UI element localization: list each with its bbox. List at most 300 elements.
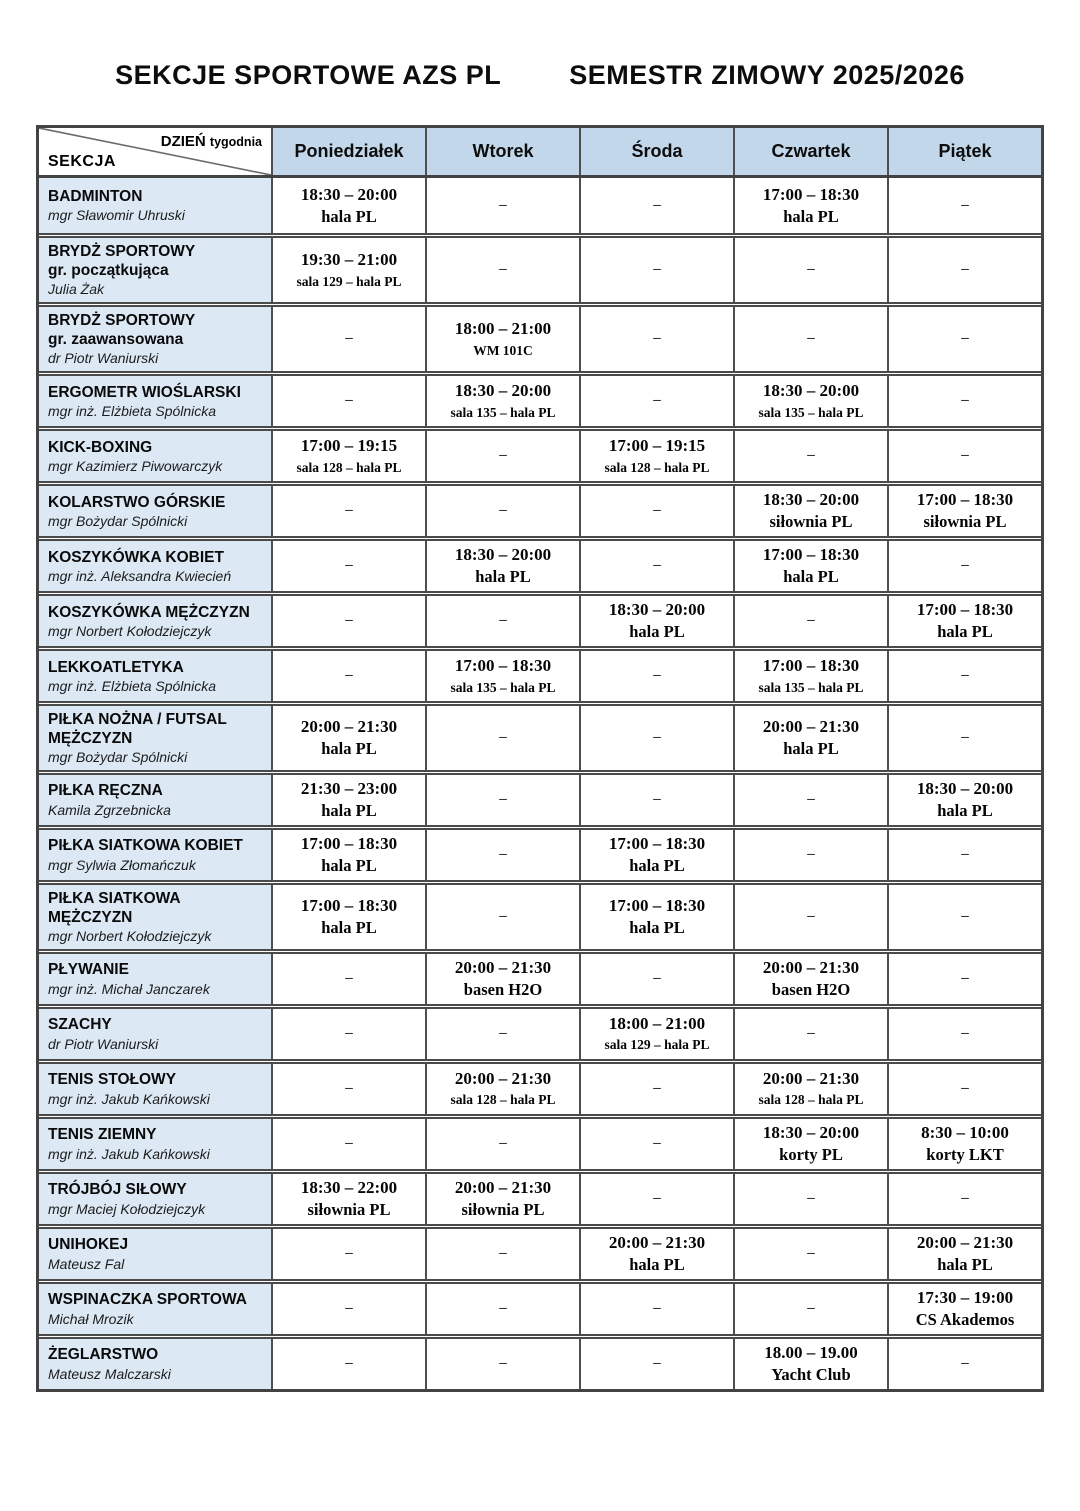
schedule-cell bbox=[733, 1339, 887, 1389]
empty-cell-dash: – bbox=[345, 1025, 353, 1042]
empty-schedule-cell bbox=[887, 1009, 1041, 1059]
schedule-place: hala PL bbox=[321, 855, 377, 875]
empty-schedule-cell bbox=[733, 885, 887, 949]
schedule-time: 17:00 – 19:15 bbox=[300, 435, 398, 455]
empty-cell-dash: – bbox=[653, 197, 661, 213]
section-cell bbox=[39, 307, 271, 371]
section-cell bbox=[39, 486, 271, 536]
schedule-cell bbox=[579, 1009, 733, 1059]
schedule-cell bbox=[733, 486, 887, 536]
schedule-place: basen H2O bbox=[771, 979, 851, 999]
schedule-time: 20:00 – 21:30 bbox=[762, 957, 860, 977]
schedule-place: hala PL bbox=[629, 917, 685, 937]
empty-cell-dash: – bbox=[653, 1355, 661, 1372]
empty-cell-dash: – bbox=[345, 392, 353, 409]
empty-schedule-cell bbox=[425, 1229, 579, 1279]
empty-cell-dash: – bbox=[807, 791, 815, 808]
day-header-monday: Poniedziałek bbox=[271, 128, 425, 175]
section-name: PŁYWANIE bbox=[48, 961, 129, 979]
table-row bbox=[39, 302, 1041, 371]
empty-schedule-cell bbox=[887, 1339, 1041, 1389]
schedule-time: 18:30 – 22:00 bbox=[300, 1177, 398, 1197]
empty-schedule-cell bbox=[425, 775, 579, 825]
schedule-cell bbox=[733, 706, 887, 770]
schedule-place: sala 128 – hala PL bbox=[296, 459, 402, 475]
section-cell bbox=[39, 1229, 271, 1279]
empty-cell-dash: – bbox=[499, 261, 507, 278]
schedule-cell bbox=[887, 596, 1041, 646]
empty-schedule-cell bbox=[887, 238, 1041, 302]
table-row bbox=[39, 481, 1041, 536]
schedule-place: sala 128 – hala PL bbox=[604, 459, 710, 475]
instructor-name: dr Piotr Waniurski bbox=[48, 1035, 159, 1052]
empty-cell-dash: – bbox=[499, 1245, 507, 1262]
day-header-thursday: Czwartek bbox=[733, 128, 887, 175]
empty-cell-dash: – bbox=[345, 1135, 353, 1152]
empty-cell-dash: – bbox=[961, 197, 969, 213]
schedule-cell bbox=[271, 775, 425, 825]
empty-schedule-cell bbox=[425, 1119, 579, 1169]
empty-schedule-cell bbox=[579, 376, 733, 426]
empty-schedule-cell bbox=[271, 1119, 425, 1169]
empty-schedule-cell bbox=[579, 486, 733, 536]
schedule-time: 20:00 – 21:30 bbox=[454, 957, 552, 977]
empty-schedule-cell bbox=[733, 1229, 887, 1279]
schedule-time: 17:00 – 18:30 bbox=[762, 184, 860, 204]
section-name: gr. początkująca bbox=[48, 262, 169, 280]
empty-schedule-cell bbox=[579, 1284, 733, 1334]
schedule-place: sala 128 – hala PL bbox=[758, 1092, 864, 1108]
timetable-header-row bbox=[39, 128, 1041, 175]
empty-schedule-cell bbox=[425, 706, 579, 770]
empty-cell-dash: – bbox=[499, 447, 507, 464]
empty-schedule-cell bbox=[733, 431, 887, 481]
schedule-time: 17:00 – 18:30 bbox=[608, 834, 706, 854]
section-name: UNIHOKEJ bbox=[48, 1236, 129, 1254]
schedule-cell bbox=[579, 830, 733, 880]
section-name: PIŁKA RĘCZNA bbox=[48, 782, 163, 800]
schedule-place: hala PL bbox=[783, 206, 839, 226]
empty-schedule-cell bbox=[887, 954, 1041, 1004]
page-title bbox=[0, 60, 1080, 91]
empty-cell-dash: – bbox=[499, 908, 507, 925]
empty-cell-dash: – bbox=[499, 502, 507, 519]
schedule-cell bbox=[425, 1064, 579, 1114]
empty-cell-dash: – bbox=[653, 502, 661, 519]
empty-cell-dash: – bbox=[499, 1025, 507, 1042]
schedule-time: 18:30 – 20:00 bbox=[762, 1122, 860, 1142]
corner-day-sublabel: tygodnia bbox=[209, 135, 262, 149]
empty-cell-dash: – bbox=[961, 970, 969, 987]
instructor-name: mgr Sylwia Złomańczuk bbox=[48, 856, 196, 873]
section-name: KICK-BOXING bbox=[48, 438, 153, 456]
schedule-cell bbox=[271, 178, 425, 233]
day-header-wednesday: Środa bbox=[579, 128, 733, 175]
schedule-cell bbox=[733, 651, 887, 701]
timetable bbox=[36, 125, 1044, 1392]
empty-schedule-cell bbox=[733, 1284, 887, 1334]
section-name: PIŁKA SIATKOWA MĘŻCZYZN bbox=[48, 889, 181, 927]
empty-cell-dash: – bbox=[961, 1080, 969, 1097]
empty-schedule-cell bbox=[425, 830, 579, 880]
empty-schedule-cell bbox=[425, 885, 579, 949]
empty-schedule-cell bbox=[425, 596, 579, 646]
schedule-time: 17:00 – 18:30 bbox=[300, 896, 398, 915]
schedule-cell bbox=[887, 1229, 1041, 1279]
section-name: BRYDŻ SPORTOWY bbox=[48, 243, 196, 260]
schedule-cell bbox=[425, 307, 579, 371]
schedule-time: 18:30 – 20:00 bbox=[454, 380, 552, 400]
page-title-right: SEMESTR ZIMOWY 2025/2026 bbox=[569, 60, 965, 90]
section-name: BRYDŻ SPORTOWY bbox=[48, 311, 196, 329]
empty-schedule-cell bbox=[271, 954, 425, 1004]
schedule-time: 20:00 – 21:30 bbox=[300, 717, 398, 737]
schedule-place: korty LKT bbox=[926, 1144, 1004, 1164]
section-name: BADMINTON bbox=[48, 188, 143, 206]
table-row bbox=[39, 825, 1041, 880]
empty-schedule-cell bbox=[579, 775, 733, 825]
schedule-place: Yacht Club bbox=[771, 1364, 851, 1384]
instructor-name: mgr Norbert Kołodziejczyk bbox=[48, 928, 212, 945]
empty-schedule-cell bbox=[887, 541, 1041, 591]
empty-schedule-cell bbox=[887, 178, 1041, 233]
schedule-cell bbox=[579, 431, 733, 481]
schedule-place: sala 129 – hala PL bbox=[604, 1037, 710, 1053]
empty-cell-dash: – bbox=[961, 261, 969, 278]
table-row bbox=[39, 701, 1041, 770]
section-cell bbox=[39, 1174, 271, 1224]
section-cell bbox=[39, 1009, 271, 1059]
schedule-place: korty PL bbox=[779, 1144, 843, 1164]
empty-cell-dash: – bbox=[961, 667, 969, 684]
empty-schedule-cell bbox=[425, 238, 579, 302]
schedule-time: 20:00 – 21:30 bbox=[916, 1232, 1014, 1252]
table-row bbox=[39, 536, 1041, 591]
section-cell bbox=[39, 238, 271, 302]
empty-schedule-cell bbox=[579, 651, 733, 701]
instructor-name: mgr inż. Jakub Kańkowski bbox=[48, 1145, 210, 1162]
instructor-name: mgr inż. Aleksandra Kwiecień bbox=[48, 567, 232, 584]
schedule-time: 20:00 – 21:30 bbox=[762, 717, 860, 737]
schedule-place: hala PL bbox=[321, 917, 377, 937]
empty-schedule-cell bbox=[579, 307, 733, 371]
table-row bbox=[39, 1004, 1041, 1059]
instructor-name: mgr inż. Elżbieta Spólnicka bbox=[48, 402, 217, 419]
schedule-time: 17:30 – 19:00 bbox=[916, 1287, 1014, 1307]
empty-schedule-cell bbox=[887, 885, 1041, 949]
empty-cell-dash: – bbox=[499, 729, 507, 746]
schedule-time: 18:30 – 20:00 bbox=[608, 600, 706, 620]
empty-cell-dash: – bbox=[961, 447, 969, 464]
section-name: LEKKOATLETYKA bbox=[48, 658, 184, 676]
table-row bbox=[39, 949, 1041, 1004]
empty-cell-dash: – bbox=[499, 197, 507, 213]
instructor-name: Julia Żak bbox=[48, 281, 105, 298]
empty-cell-dash: – bbox=[499, 846, 507, 863]
empty-schedule-cell bbox=[271, 1009, 425, 1059]
section-cell bbox=[39, 596, 271, 646]
section-name: SZACHY bbox=[48, 1016, 112, 1034]
schedule-time: 18:30 – 20:00 bbox=[454, 545, 552, 565]
table-row bbox=[39, 426, 1041, 481]
corner-day-label: DZIEŃ tygodnia bbox=[160, 133, 262, 150]
empty-schedule-cell bbox=[733, 830, 887, 880]
empty-cell-dash: – bbox=[961, 557, 969, 574]
instructor-name: Mateusz Fal bbox=[48, 1255, 125, 1272]
empty-schedule-cell bbox=[579, 1064, 733, 1114]
section-name: KOLARSTWO GÓRSKIE bbox=[48, 493, 226, 511]
schedule-cell bbox=[733, 178, 887, 233]
section-name: PIŁKA NOŻNA / FUTSAL bbox=[48, 710, 227, 728]
schedule-cell bbox=[733, 1064, 887, 1114]
page-title-left: SEKCJE SPORTOWE AZS PL bbox=[115, 60, 502, 90]
empty-cell-dash: – bbox=[499, 1300, 507, 1317]
schedule-place: basen H2O bbox=[463, 979, 543, 999]
empty-cell-dash: – bbox=[807, 1025, 815, 1042]
section-name: TRÓJBÓJ SIŁOWY bbox=[48, 1181, 187, 1199]
empty-schedule-cell bbox=[271, 1064, 425, 1114]
schedule-time: 20:00 – 21:30 bbox=[454, 1068, 552, 1088]
schedule-cell bbox=[271, 431, 425, 481]
schedule-cell bbox=[425, 541, 579, 591]
empty-cell-dash: – bbox=[807, 1190, 815, 1207]
schedule-place: hala PL bbox=[783, 567, 839, 587]
empty-schedule-cell bbox=[887, 830, 1041, 880]
schedule-place: hala PL bbox=[321, 800, 377, 820]
schedule-time: 17:00 – 18:30 bbox=[916, 600, 1014, 620]
instructor-name: mgr Sławomir Uhruski bbox=[48, 207, 185, 224]
schedule-time: 18:30 – 20:00 bbox=[762, 380, 860, 400]
section-name: KOSZYKÓWKA KOBIET bbox=[48, 548, 224, 566]
empty-schedule-cell bbox=[887, 1174, 1041, 1224]
schedule-cell bbox=[425, 954, 579, 1004]
empty-schedule-cell bbox=[271, 376, 425, 426]
section-cell bbox=[39, 954, 271, 1004]
schedule-time: 8:30 – 10:00 bbox=[921, 1122, 1009, 1142]
empty-schedule-cell bbox=[271, 541, 425, 591]
schedule-place: hala PL bbox=[937, 1254, 993, 1274]
empty-schedule-cell bbox=[579, 541, 733, 591]
empty-schedule-cell bbox=[887, 706, 1041, 770]
empty-cell-dash: – bbox=[653, 729, 661, 746]
empty-cell-dash: – bbox=[961, 908, 969, 925]
empty-cell-dash: – bbox=[961, 1355, 969, 1372]
empty-cell-dash: – bbox=[807, 612, 815, 629]
empty-cell-dash: – bbox=[345, 970, 353, 987]
section-name: gr. zaawansowana bbox=[48, 331, 184, 349]
table-row bbox=[39, 1169, 1041, 1224]
section-cell bbox=[39, 830, 271, 880]
section-cell bbox=[39, 541, 271, 591]
schedule-cell bbox=[579, 885, 733, 949]
section-name: TENIS STOŁOWY bbox=[48, 1071, 177, 1089]
empty-schedule-cell bbox=[425, 431, 579, 481]
schedule-cell bbox=[733, 376, 887, 426]
table-row bbox=[39, 1224, 1041, 1279]
table-row bbox=[39, 1279, 1041, 1334]
empty-cell-dash: – bbox=[653, 330, 661, 347]
table-row bbox=[39, 371, 1041, 426]
empty-cell-dash: – bbox=[807, 908, 815, 925]
instructor-name: Kamila Zgrzebnicka bbox=[48, 801, 171, 818]
empty-schedule-cell bbox=[271, 307, 425, 371]
section-name: WSPINACZKA SPORTOWA bbox=[48, 1291, 247, 1309]
empty-schedule-cell bbox=[887, 307, 1041, 371]
instructor-name: mgr Kazimierz Piwowarczyk bbox=[48, 457, 223, 474]
empty-cell-dash: – bbox=[345, 667, 353, 684]
schedule-cell bbox=[271, 1174, 425, 1224]
empty-schedule-cell bbox=[887, 376, 1041, 426]
section-cell bbox=[39, 885, 271, 949]
schedule-cell bbox=[425, 651, 579, 701]
empty-schedule-cell bbox=[887, 651, 1041, 701]
empty-cell-dash: – bbox=[807, 330, 815, 347]
empty-schedule-cell bbox=[579, 178, 733, 233]
schedule-time: 17:00 – 18:30 bbox=[916, 490, 1014, 510]
schedule-time: 17:00 – 18:30 bbox=[762, 545, 860, 565]
schedule-cell bbox=[887, 1284, 1041, 1334]
section-cell bbox=[39, 178, 271, 233]
timetable-body bbox=[39, 175, 1041, 1389]
empty-schedule-cell bbox=[271, 596, 425, 646]
empty-cell-dash: – bbox=[499, 1135, 507, 1152]
table-row bbox=[39, 1059, 1041, 1114]
empty-cell-dash: – bbox=[653, 667, 661, 684]
empty-cell-dash: – bbox=[807, 846, 815, 863]
empty-cell-dash: – bbox=[345, 557, 353, 574]
empty-schedule-cell bbox=[733, 238, 887, 302]
empty-cell-dash: – bbox=[961, 846, 969, 863]
schedule-time: 18.00 – 19.00 bbox=[764, 1342, 858, 1362]
section-cell bbox=[39, 651, 271, 701]
section-name: PIŁKA SIATKOWA KOBIET bbox=[48, 837, 243, 855]
empty-cell-dash: – bbox=[961, 1190, 969, 1207]
empty-cell-dash: – bbox=[961, 392, 969, 409]
instructor-name: mgr Bożydar Spólnicki bbox=[48, 512, 188, 529]
empty-cell-dash: – bbox=[653, 392, 661, 409]
day-header-friday: Piątek bbox=[887, 128, 1041, 175]
table-row bbox=[39, 646, 1041, 701]
schedule-place: CS Akademos bbox=[915, 1309, 1015, 1329]
section-cell bbox=[39, 1284, 271, 1334]
section-cell bbox=[39, 1119, 271, 1169]
schedule-cell bbox=[733, 541, 887, 591]
empty-cell-dash: – bbox=[345, 1300, 353, 1317]
instructor-name: mgr Maciej Kołodziejczyk bbox=[48, 1200, 206, 1217]
schedule-place: sala 135 – hala PL bbox=[450, 679, 556, 695]
schedule-place: hala PL bbox=[783, 739, 839, 758]
empty-schedule-cell bbox=[579, 954, 733, 1004]
schedule-cell bbox=[271, 830, 425, 880]
schedule-place: hala PL bbox=[937, 622, 993, 642]
schedule-time: 17:00 – 19:15 bbox=[608, 435, 706, 455]
section-cell bbox=[39, 706, 271, 770]
schedule-place: siłownia PL bbox=[769, 512, 853, 532]
empty-schedule-cell bbox=[271, 651, 425, 701]
corner-cell bbox=[39, 128, 271, 175]
schedule-time: 17:00 – 18:30 bbox=[454, 655, 552, 675]
schedule-time: 18:00 – 21:00 bbox=[608, 1013, 706, 1033]
schedule-cell bbox=[887, 775, 1041, 825]
instructor-name: mgr Norbert Kołodziejczyk bbox=[48, 622, 212, 639]
instructor-name: Michał Mrozik bbox=[48, 1310, 134, 1327]
empty-schedule-cell bbox=[733, 307, 887, 371]
empty-cell-dash: – bbox=[653, 1135, 661, 1152]
empty-schedule-cell bbox=[887, 431, 1041, 481]
day-header-tuesday: Wtorek bbox=[425, 128, 579, 175]
instructor-name: Mateusz Malczarski bbox=[48, 1365, 171, 1382]
section-name: KOSZYKÓWKA MĘŻCZYZN bbox=[48, 603, 250, 621]
schedule-cell bbox=[425, 1174, 579, 1224]
empty-schedule-cell bbox=[733, 596, 887, 646]
schedule-time: 20:00 – 21:30 bbox=[608, 1232, 706, 1252]
section-cell bbox=[39, 376, 271, 426]
empty-schedule-cell bbox=[579, 706, 733, 770]
schedule-time: 21:30 – 23:00 bbox=[300, 779, 398, 799]
schedule-cell bbox=[887, 1119, 1041, 1169]
empty-schedule-cell bbox=[579, 1174, 733, 1224]
instructor-name: mgr Bożydar Spólnicki bbox=[48, 749, 188, 766]
empty-cell-dash: – bbox=[653, 261, 661, 278]
empty-cell-dash: – bbox=[345, 330, 353, 347]
empty-cell-dash: – bbox=[807, 1300, 815, 1317]
section-name: MĘŻCZYZN bbox=[48, 730, 133, 748]
empty-schedule-cell bbox=[271, 1229, 425, 1279]
empty-cell-dash: – bbox=[653, 1080, 661, 1097]
empty-schedule-cell bbox=[579, 238, 733, 302]
empty-cell-dash: – bbox=[961, 729, 969, 746]
schedule-place: WM 101C bbox=[473, 342, 533, 358]
section-cell bbox=[39, 1064, 271, 1114]
empty-schedule-cell bbox=[271, 486, 425, 536]
corner-section-label: SEKCJA bbox=[48, 153, 116, 170]
schedule-cell bbox=[887, 486, 1041, 536]
schedule-place: siłownia PL bbox=[923, 512, 1007, 532]
empty-schedule-cell bbox=[271, 1284, 425, 1334]
empty-cell-dash: – bbox=[499, 1355, 507, 1372]
empty-cell-dash: – bbox=[807, 447, 815, 464]
empty-cell-dash: – bbox=[345, 1080, 353, 1097]
schedule-place: sala 129 – hala PL bbox=[296, 273, 402, 289]
empty-schedule-cell bbox=[425, 178, 579, 233]
schedule-time: 17:00 – 18:30 bbox=[608, 896, 706, 915]
empty-cell-dash: – bbox=[345, 1355, 353, 1372]
section-name: TENIS ZIEMNY bbox=[48, 1126, 157, 1144]
empty-schedule-cell bbox=[425, 1339, 579, 1389]
empty-schedule-cell bbox=[579, 1119, 733, 1169]
schedule-place: siłownia PL bbox=[461, 1199, 545, 1219]
schedule-cell bbox=[271, 706, 425, 770]
instructor-name: mgr inż. Michał Janczarek bbox=[48, 980, 210, 997]
empty-cell-dash: – bbox=[653, 557, 661, 574]
empty-cell-dash: – bbox=[653, 970, 661, 987]
empty-cell-dash: – bbox=[653, 791, 661, 808]
empty-schedule-cell bbox=[733, 775, 887, 825]
table-row bbox=[39, 233, 1041, 302]
schedule-time: 19:30 – 21:00 bbox=[300, 249, 398, 269]
schedule-place: sala 135 – hala PL bbox=[758, 679, 864, 695]
empty-cell-dash: – bbox=[807, 1245, 815, 1262]
schedule-time: 20:00 – 21:30 bbox=[762, 1068, 860, 1088]
schedule-place: sala 128 – hala PL bbox=[450, 1092, 556, 1108]
instructor-name: mgr inż. Elżbieta Spólnicka bbox=[48, 677, 217, 694]
empty-schedule-cell bbox=[425, 486, 579, 536]
schedule-place: siłownia PL bbox=[307, 1199, 391, 1219]
section-name: ERGOMETR WIOŚLARSKI bbox=[48, 383, 241, 401]
instructor-name: dr Piotr Waniurski bbox=[48, 350, 159, 367]
schedule-place: hala PL bbox=[629, 622, 685, 642]
schedule-time: 17:00 – 18:30 bbox=[762, 655, 860, 675]
